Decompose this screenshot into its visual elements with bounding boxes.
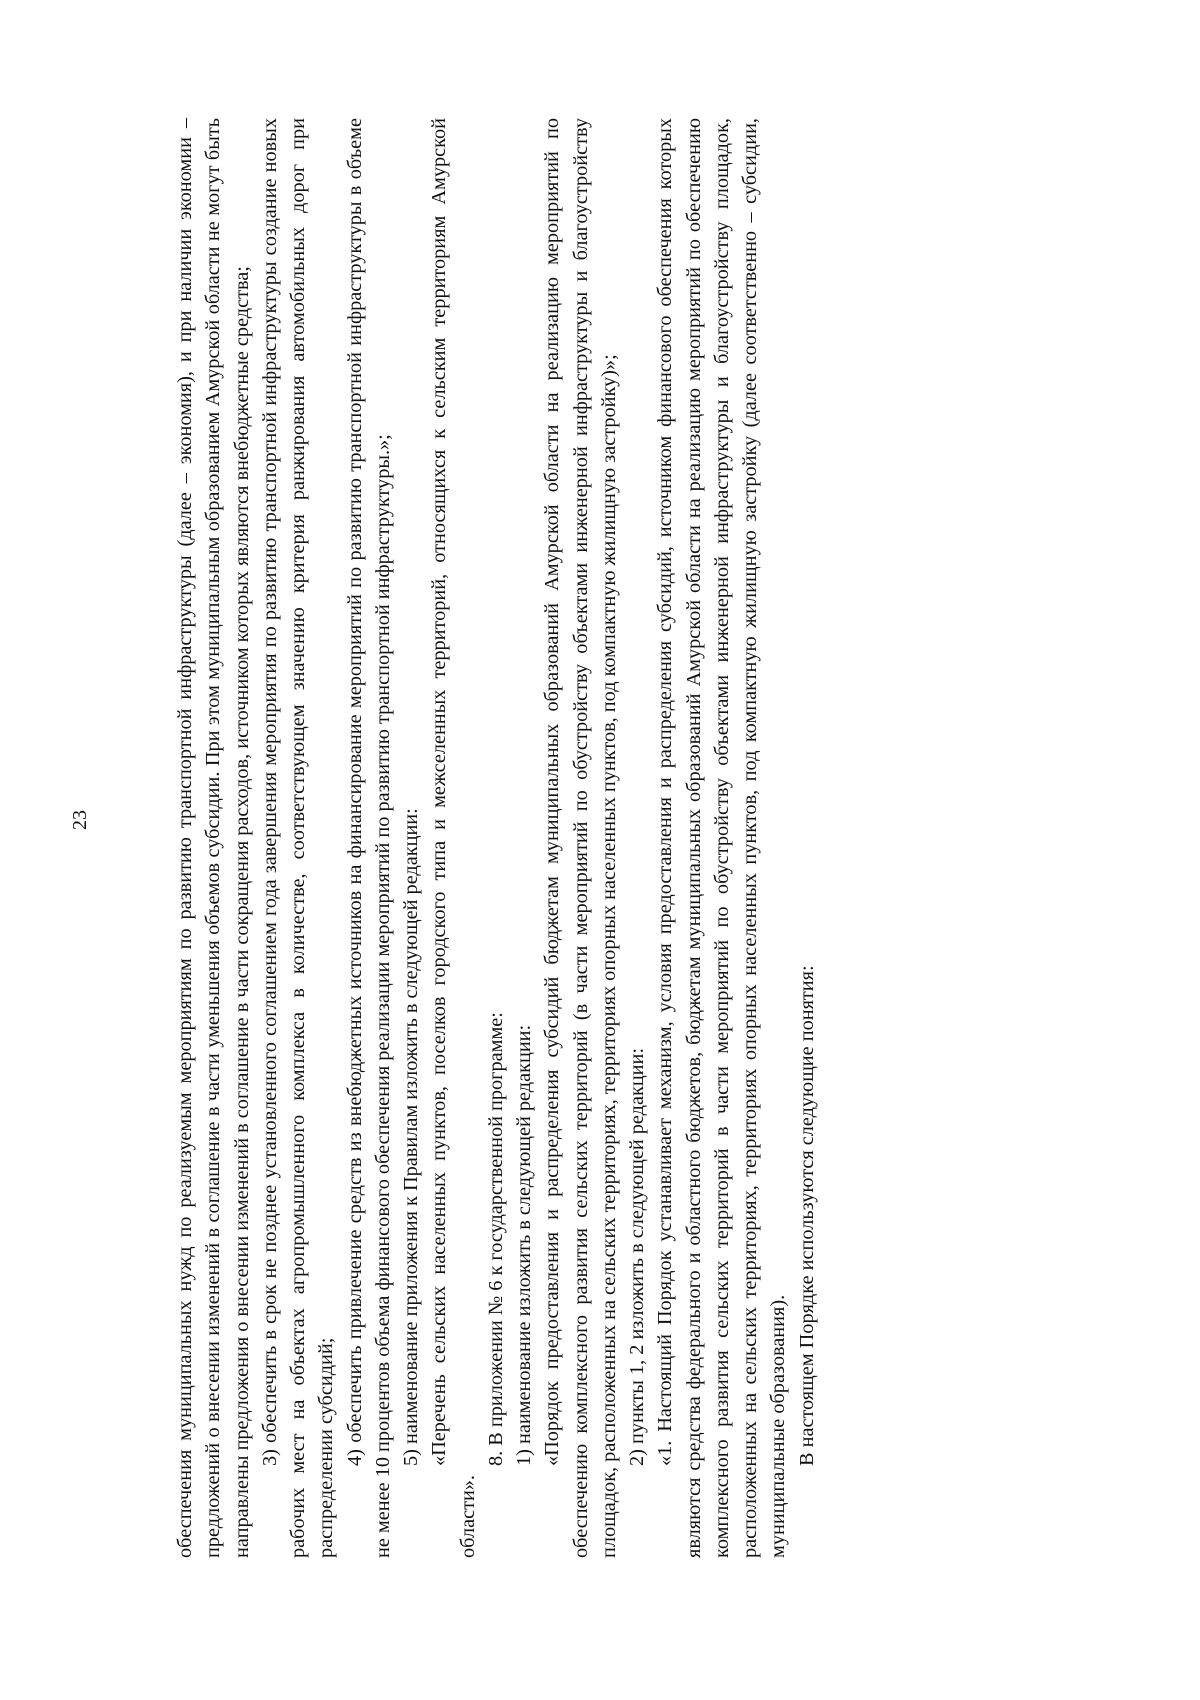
paragraph: В настоящем Порядке используются следующие понятия: bbox=[795, 965, 818, 1466]
document-body bbox=[171, 118, 821, 1558]
paragraph: 4) обеспечить привлечение средств из внебюджетных источников на финансирование мероприятий по развитию транспортной инфраструктуры в объеме не менее 10 процентов объема финансового обеспечения реализации мероприятий по развитию транспортной инфраструктуры.»; bbox=[343, 118, 394, 1558]
paragraph: «Перечень сельских населенных пунктов, поселков городского типа и межселенных территорий, относящихся к сельским территориям Амурской области». bbox=[428, 118, 479, 1558]
paragraph: «Порядок предоставления и распределения субсидий бюджетам муниципальных образований Амурской области на реализацию мероприятий по обеспечению комплексного развития сельских территорий (в части мероприятий по обустройству объектами инженерной инфраструктуры и благоустройству площадок, расположенных на сельских территориях, территориях опорных населенных пунктов, под компактную жилищную застройку)»; bbox=[541, 118, 620, 1558]
paragraph: «1. Настоящий Порядок устанавливает механизм, условия предоставления и распределения субсидий, источником финансового обеспечения которых являются средства федерального и областного бюджетов, бюджетам муниципальных образований Амурской области на реализацию мероприятий по обеспечению комплексного развития сельских территорий в части мероприятий по обустройству объектами инженерной инфраструктуры и благоустройству площадок, расположенных на сельских территориях, территориях опорных населенных пунктов, под компактную жилищную застройку (далее соответственно – субсидии, муниципальные образования). bbox=[654, 118, 790, 1558]
paragraph: 3) обеспечить в срок не позднее установленного соглашением года завершения мероприятия по развитию транспортной инфраструктуры создание новых рабочих мест на объектах агропромышленного комплекса в количестве, соответствующем значению критерия ранжирования автомобильных дорог при распределении субсидий; bbox=[258, 118, 338, 1558]
paragraph: 5) наименование приложения к Правилам изложить в следующей редакции: bbox=[400, 808, 422, 1466]
paragraph: 8. В приложении № 6 к государственной программе: bbox=[484, 1012, 507, 1466]
paragraph: 2) пункты 1, 2 изложить в следующей редакции: bbox=[626, 1047, 648, 1466]
paragraph: 1) наименование изложить в следующей редакции: bbox=[513, 1024, 535, 1466]
page-number: 23 bbox=[69, 810, 91, 830]
paragraph: обеспечения муниципальных нужд по реализуемым мероприятиям по развитию транспортной инфраструктуры (далее – экономия), и при наличии экономии – предложений о внесении изменений в соглашение в части уменьшения объемов субсидии. При этом муниципальным образованием Амурской области не могут быть направлены предложения о внесении изменений в соглашение в части сокращения расходов, источником которых являются внебюджетные средства; bbox=[174, 118, 253, 1558]
